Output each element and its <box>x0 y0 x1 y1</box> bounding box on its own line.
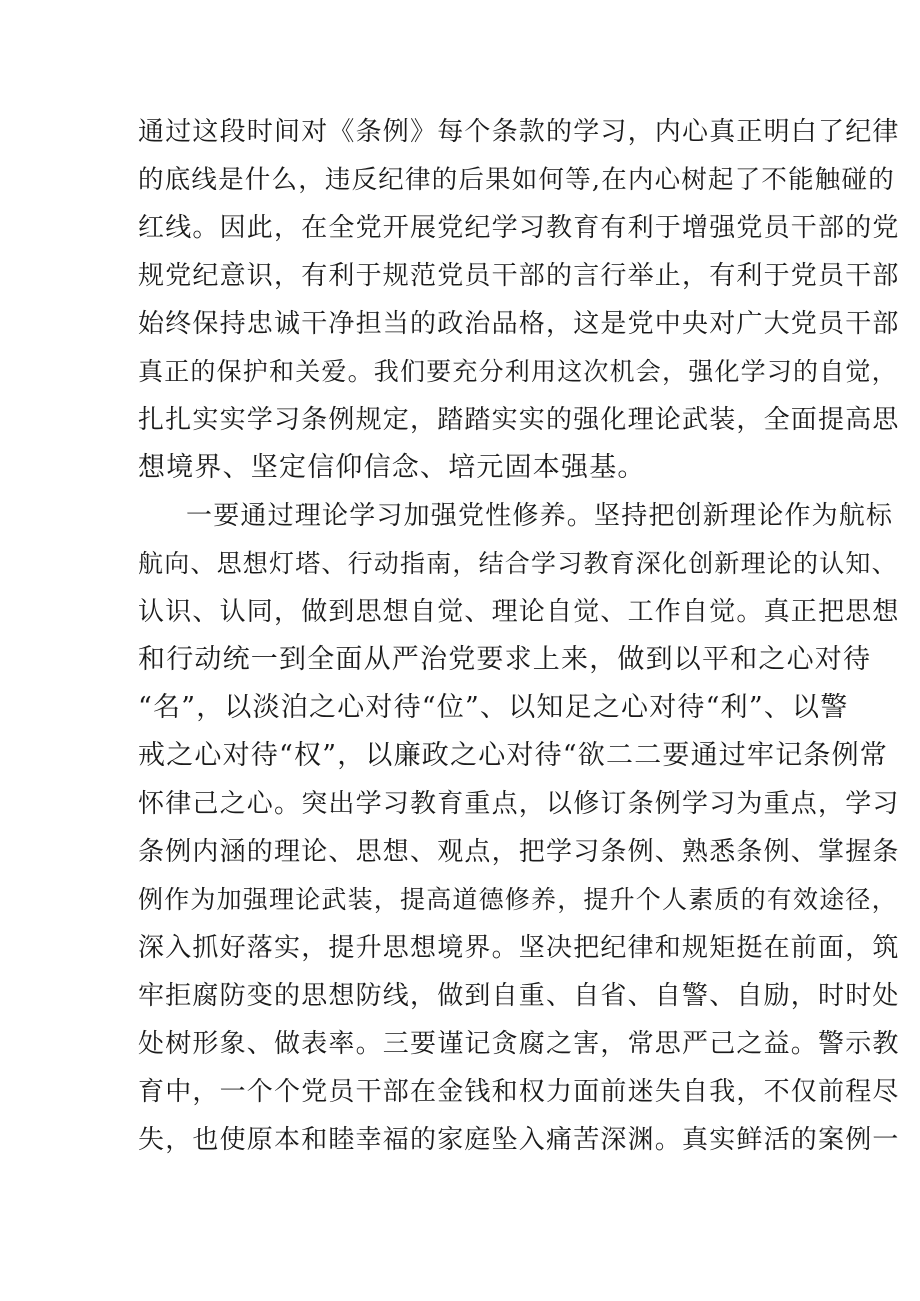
text-line: 始终保持忠诚干净担当的政治品格，这是党中央对广大党员干部 <box>138 309 900 339</box>
text-line: 怀律己之心。突出学习教育重点，以修订条例学习为重点，学习 <box>138 789 900 819</box>
text-line: “名”，以淡泊之心对待“位”、以知足之心对待“利”、以警 <box>138 692 849 723</box>
text-line: 深入抓好落实，提升思想境界。坚决把纪律和规矩挺在前面，筑 <box>138 933 900 963</box>
text-line: 例作为加强理论武装，提高道德修养，提升个人素质的有效途径， <box>138 885 898 914</box>
text-line: 条例内涵的理论、思想、观点，把学习条例、熟悉条例、掌握条 <box>138 837 900 867</box>
text-line: 失，也使原本和睦幸福的家庭坠入痛苦深渊。真实鲜活的案例一 <box>138 1125 900 1155</box>
text-line: 红线。因此，在全党开展党纪学习教育有利于增强党员干部的党 <box>138 213 900 243</box>
text-line: 规党纪意识，有利于规范党员干部的言行举止，有利于党员干部 <box>138 261 900 291</box>
text-line: 戒之心对待“权”，以廉政之心对待“欲二二要通过牢记条例常 <box>138 740 889 771</box>
text-line: 通过这段时间对《条例》每个条款的学习，内心真正明白了纪律 <box>138 117 900 147</box>
text-line: 认识、认同，做到思想自觉、理论自觉、工作自觉。真正把思想 <box>138 597 900 627</box>
text-line: 和行动统一到全面从严治党要求上来，做到以平和之心对待 <box>138 644 872 675</box>
text-line: 的底线是什么，违反纪律的后果如何等,在内心树起了不能触碰的 <box>138 165 895 195</box>
text-line: 扎扎实实学习条例规定，踏踏实实的强化理论武装，全面提高思 <box>138 405 900 435</box>
text-line: 想境界、坚定信仰信念、培元固本强基。 <box>138 452 646 483</box>
paragraph-first-line: 一要通过理论学习加强党性修养。坚持把创新理论作为航标 <box>186 501 894 531</box>
text-line: 真正的保护和关爱。我们要充分利用这次机会，强化学习的自觉， <box>138 357 898 386</box>
text-line: 牢拒腐防变的思想防线，做到自重、自省、自警、自励，时时处 <box>138 981 900 1011</box>
text-line: 处树形象、做表率。三要谨记贪腐之害，常思严己之益。警示教 <box>138 1029 900 1059</box>
text-line: 航向、思想灯塔、行动指南，结合学习教育深化创新理论的认知、 <box>138 549 898 578</box>
text-line: 育中，一个个党员干部在金钱和权力面前迷失自我，不仅前程尽 <box>138 1077 900 1107</box>
